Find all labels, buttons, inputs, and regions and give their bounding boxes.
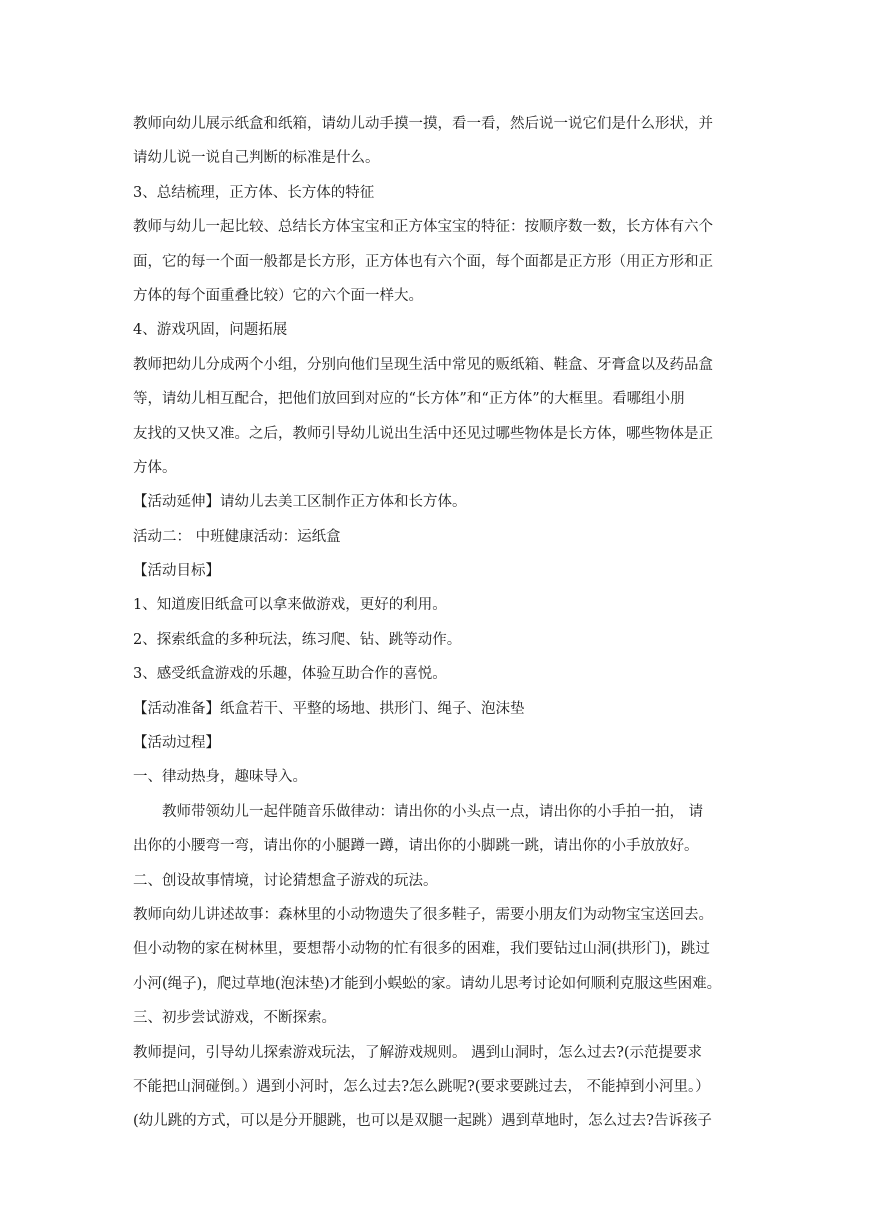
- text-line: 等，请幼儿相互配合，把他们放回到对应的“长方体”和“正方体”的大框里。看哪组小朋: [133, 391, 685, 408]
- text-line: 不能把山洞碰倒。）遇到小河时，怎么过去?怎么跳呢?(要求要跳过去， 不能掉到小河里。）: [133, 1078, 710, 1095]
- section-heading: 4、游戏巩固，问题拓展: [133, 322, 288, 339]
- text-line: (幼儿跳的方式，可以是分开腿跳，也可以是双腿一起跳）遇到草地时，怎么过去?告诉孩子: [133, 1113, 712, 1130]
- list-item: 2、探索纸盒的多种玩法，练习爬、钻、跳等动作。: [133, 631, 462, 648]
- text-line: 小河(绳子)，爬过草地(泡沫垫)才能到小蜈蚣的家。请幼儿思考讨论如何顺利克服这些困难。: [133, 975, 722, 992]
- text-line: 方体的每个面重叠比较）它的六个面一样大。: [133, 287, 423, 304]
- section-heading: 【活动目标】: [133, 563, 220, 580]
- list-item: 3、感受纸盒游戏的乐趣，体验互助合作的喜悦。: [133, 666, 447, 683]
- text-line: 教师提问，引导幼儿探索游戏玩法，了解游戏规则。 遇到山洞时，怎么过去?(示范提要求: [133, 1044, 703, 1061]
- section-heading: 【活动准备】纸盒若干、平整的场地、拱形门、绳子、泡沫垫: [133, 700, 525, 717]
- text-line: 但小动物的家在树林里，要想帮小动物的忙有很多的困难，我们要钻过山洞(拱形门)，跳过: [133, 941, 710, 958]
- activity-title: 活动二： 中班健康活动：运纸盒: [133, 528, 341, 545]
- section-heading: 二、创设故事情境，讨论猜想盒子游戏的玩法。: [133, 872, 438, 889]
- text-line: 教师带领幼儿一起伴随音乐做律动：请出你的小头点一点，请出你的小手拍一拍， 请: [162, 803, 704, 820]
- text-line: 方体。: [133, 459, 177, 476]
- text-line: 面，它的每一个面一般都是长方形，正方体也有六个面，每个面都是正方形（用正方形和正: [133, 253, 713, 270]
- section-heading: 三、初步尝试游戏，不断探索。: [133, 1010, 336, 1027]
- text-line: 教师与幼儿一起比较、总结长方体宝宝和正方体宝宝的特征：按顺序数一数，长方体有六个: [133, 219, 713, 236]
- section-heading: 3、总结梳理，正方体、长方体的特征: [133, 184, 375, 201]
- section-heading: 一、律动热身，趣味导入。: [133, 769, 307, 786]
- text-line: 教师向幼儿展示纸盒和纸箱，请幼儿动手摸一摸，看一看，然后说一说它们是什么形状，并: [133, 116, 713, 132]
- text-line: 教师把幼儿分成两个小组，分别向他们呈现生活中常见的贩纸箱、鞋盒、牙膏盒以及药品盒: [133, 356, 713, 373]
- document-body: [133, 107, 739, 1139]
- section-heading: 【活动过程】: [133, 735, 220, 752]
- text-line: 教师向幼儿讲述故事：森林里的小动物遗失了很多鞋子，需要小朋友们为动物宝宝送回去。: [133, 906, 713, 923]
- text-line: 请幼儿说一说自己判断的标准是什么。: [133, 150, 380, 167]
- text-line: 友找的又快又准。之后，教师引导幼儿说出生活中还见过哪些物体是长方体，哪些物体是正: [133, 425, 713, 442]
- list-item: 1、知道废旧纸盒可以拿来做游戏，更好的利用。: [133, 597, 447, 614]
- text-line: 出你的小腰弯一弯，请出你的小腿蹲一蹲，请出你的小脚跳一跳，请出你的小手放放好。: [133, 838, 699, 855]
- section-heading: 【活动延伸】请幼儿去美工区制作正方体和长方体。: [133, 494, 467, 511]
